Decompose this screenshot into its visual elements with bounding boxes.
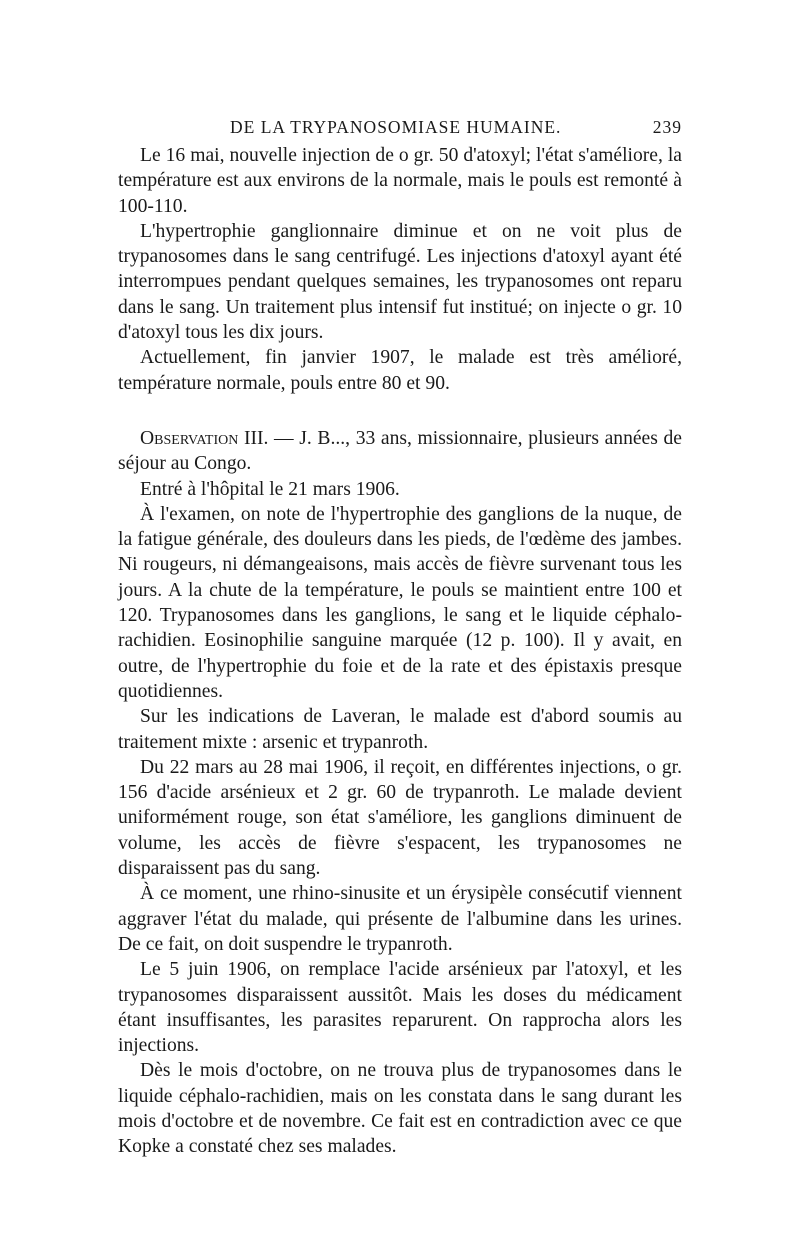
observation-heading-paragraph xyxy=(118,426,682,477)
paragraph: Actuellement, fin janvier 1907, le malade est très amélioré, température normale, pouls entre 80 et 90. xyxy=(118,347,682,394)
paragraph: À l'examen, on note de l'hypertrophie des ganglions de la nuque, de la fatigue générale, des douleurs dans les pieds, de l'œdème des jambes. Ni rougeurs, ni démangeaisons, mais accès de fièvre survenant tous les jours. A la chute de la température, le pouls se maintient entre 100 et 120. Trypanosomes dans les ganglions, le sang et le liquide céphalo-rachidien. Eosinophilie sanguine marquée (12 p. 100). Il y avait, en outre, de l'hypertrophie du foie et de la rate et des épistaxis presque quotidiennes. xyxy=(118,503,682,702)
paragraph: L'hypertrophie ganglionnaire diminue et on ne voit plus de trypanosomes dans le sang centrifugé. Les injections d'atoxyl ayant été interrompues pendant quelques semaines, les trypanosomes ont reparu dans le sang. Un traitement plus intensif fut institué; on injecte o gr. 10 d'atoxyl tous les dix jours. xyxy=(118,220,682,344)
observation-intro: — J. B..., 33 ans, missionnaire, plusieurs années de séjour au Congo. xyxy=(118,427,682,475)
paragraph: Sur les indications de Laveran, le malade est d'abord soumis au traitement mixte : arsenic et trypanroth. xyxy=(118,706,682,753)
running-head xyxy=(118,117,682,143)
paragraph: Du 22 mars au 28 mai 1906, il reçoit, en différentes injections, o gr. 156 d'acide arsénieux et 2 gr. 60 de trypanroth. Le malade devient uniformément rouge, son état s'améliore, les ganglions diminuent de volume, les accès de fièvre s'espacent, les trypanosomes ne disparaissent pas du sang. xyxy=(118,756,682,880)
observation-label: Observation III. xyxy=(140,427,269,449)
paragraph: À ce moment, une rhino-sinusite et un érysipèle consécutif viennent aggraver l'état du malade, qui présente de l'albumine dans les urines. De ce fait, on doit suspendre le trypanroth. xyxy=(118,883,682,955)
running-title: DE LA TRYPANOSOMIASE HUMAINE. xyxy=(230,117,562,137)
body-text xyxy=(118,143,682,1160)
paragraph: Le 16 mai, nouvelle injection de o gr. 50 d'atoxyl; l'état s'améliore, la température est aux environs de la normale, mais le pouls est remonté à 100-110. xyxy=(118,145,682,217)
page-number: 239 xyxy=(652,117,682,137)
paragraph: Le 5 juin 1906, on remplace l'acide arsénieux par l'atoxyl, et les trypanosomes disparaissent aussitôt. Mais les doses du médicament étant insuffisantes, les parasites reparurent. On rapprocha alors les injections. xyxy=(118,959,682,1057)
paragraph: Entré à l'hôpital le 21 mars 1906. xyxy=(140,478,400,500)
paragraph: Dès le mois d'octobre, on ne trouva plus de trypanosomes dans le liquide céphalo-rachidien, mais on les constata dans le sang durant les mois d'octobre et de novembre. Ce fait est en contradiction avec ce que Kopke a constaté chez ses malades. xyxy=(118,1060,682,1158)
